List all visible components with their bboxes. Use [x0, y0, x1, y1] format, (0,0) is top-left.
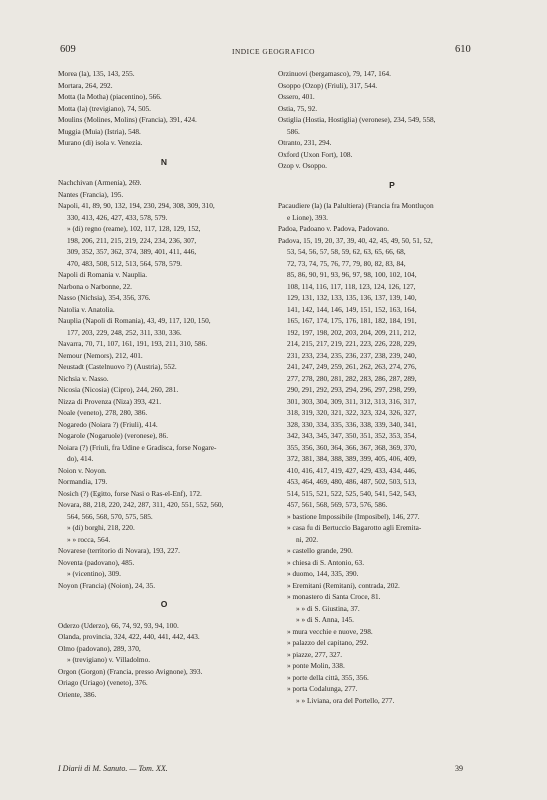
index-entry: Ozop v. Osoppo.	[278, 161, 327, 170]
index-subentry: 231, 233, 234, 235, 236, 237, 238, 239, 240,	[287, 350, 417, 360]
index-entry: Napoli, 41, 89, 90, 132, 194, 230, 294, 308, 309, 310,	[58, 201, 215, 210]
index-entry: Padoa, Padoano v. Padova, Padovano.	[278, 224, 389, 233]
index-subentry: e Lione), 393.	[287, 212, 328, 222]
index-subentry: » casa fu di Bertuccio Bagarotto agli Eremita-	[287, 523, 422, 532]
index-subentry: » (trevigiano) v. Villadolmo.	[67, 655, 151, 664]
index-subentry: 290, 291, 292, 293, 294, 296, 297, 298, 299,	[287, 385, 417, 394]
page-title: INDICE GEOGRAFICO	[231, 47, 316, 56]
index-entry: Nichsia v. Nasso.	[58, 373, 109, 383]
index-entry: Ostiglia (Hostia, Hostiglia) (veronese), 234, 549, 558,	[278, 115, 436, 124]
index-subentry: 108, 114, 116, 117, 118, 123, 124, 126, 127,	[287, 281, 416, 291]
index-subentry: » » rocca, 564.	[67, 534, 111, 544]
index-entry: Nemour (Nemors), 212, 401.	[58, 350, 143, 360]
index-subentry: » mura vecchie e nuove, 298.	[287, 626, 373, 636]
index-subentry: » monastero di Santa Croce, 81.	[287, 592, 381, 601]
index-subentry: 564, 566, 568, 570, 575, 585.	[67, 511, 153, 521]
index-subentry: » porta Codalunga, 277.	[287, 684, 358, 693]
index-entry: Padova, 15, 19, 20, 37, 39, 40, 42, 45, 49, 50, 51, 52,	[278, 235, 433, 245]
index-entry: Orzinuovi (bergamasco), 79, 147, 164.	[278, 69, 391, 78]
index-subentry: 453, 464, 469, 480, 486, 487, 502, 503, 513,	[287, 477, 417, 486]
index-subentry: 192, 197, 198, 202, 203, 204, 209, 211, 212,	[287, 327, 417, 337]
index-entry: Noion v. Noyon.	[58, 465, 107, 475]
index-entry: Novarese (territorio di Novara), 193, 227.	[58, 546, 180, 555]
index-entry: Orgon (Gorgon) (Francia, presso Avignone), 393.	[58, 666, 203, 676]
index-subentry: do), 414.	[67, 454, 94, 463]
index-subentry: 241, 247, 249, 259, 261, 262, 263, 274, 276,	[287, 362, 417, 371]
index-subentry: » bastione Impossibile (Imposibel), 146, 277.	[287, 511, 420, 521]
index-entry: Morea (la), 135, 143, 255.	[58, 69, 135, 78]
index-entry: Nicosia (Nicosia) (Cipro), 244, 260, 281.	[58, 385, 179, 394]
index-subentry: 301, 303, 304, 309, 311, 312, 313, 316, 317,	[287, 396, 417, 406]
index-entry: Motta (la) (trevigiano), 74, 505.	[58, 103, 152, 113]
index-entry: Nantes (Francia), 195.	[58, 189, 124, 199]
index-entry: Nauplia (Napoli di Romania), 43, 49, 117, 120, 150,	[58, 316, 211, 325]
index-entry: Novara, 88, 218, 220, 242, 287, 311, 420, 551, 552, 560,	[58, 500, 224, 509]
index-entry: Osoppo (Ozop) (Friuli), 317, 544.	[278, 80, 378, 90]
index-entry: Otranto, 231, 294.	[278, 138, 332, 147]
index-entry: Oxford (Uxon Fort), 108.	[278, 149, 353, 159]
index-subentry: 177, 203, 229, 248, 252, 311, 330, 336.	[67, 327, 182, 337]
index-subentry: » » di S. Giustina, 37.	[296, 603, 360, 613]
index-entry: Pacaudiere (la) (la Palultiera) (Francia fra Montluçon	[278, 201, 434, 210]
index-entry: Olanda, provincia, 324, 422, 440, 441, 442, 443.	[58, 632, 200, 641]
index-subentry: » castello grande, 290.	[287, 546, 353, 555]
index-subentry: 328, 330, 334, 335, 336, 338, 339, 340, 341,	[287, 419, 417, 429]
index-entry: Nogaredo (Noiara ?) (Friuli), 414.	[58, 419, 158, 429]
index-entry: Mortara, 264, 292.	[58, 80, 113, 90]
index-entry: Olmo (padovano), 289, 370,	[58, 643, 141, 653]
index-entry: Natolia v. Anatolia.	[58, 304, 115, 314]
index-entry: Noale (veneto), 278, 280, 386.	[58, 408, 148, 417]
page-number-left: 609	[60, 44, 76, 55]
section-letter: O	[160, 599, 168, 609]
index-entry: Noyon (Francia) (Noion), 24, 35.	[58, 580, 156, 590]
index-entry: Muggia (Muia) (Istria), 548.	[58, 126, 141, 136]
index-subentry: 318, 319, 320, 321, 322, 323, 324, 326, 327,	[287, 408, 417, 417]
index-entry: Moulins (Molines, Molins) (Francia), 391, 424.	[58, 115, 197, 124]
index-subentry: » (di) borghi, 218, 220.	[67, 523, 135, 532]
index-entry: Nogarole (Nogaruole) (veronese), 86.	[58, 431, 169, 440]
index-subentry: » (di) regno (reame), 102, 117, 128, 129, 152,	[67, 224, 201, 233]
index-subentry: » Eremitani (Remitani), contrada, 202.	[287, 580, 400, 590]
index-entry: Motta (la Motha) (piacentino), 566.	[58, 92, 162, 101]
index-subentry: 355, 356, 360, 364, 366, 367, 368, 369, 370,	[287, 442, 417, 452]
right-column	[278, 68, 506, 706]
index-subentry: 457, 561, 568, 569, 573, 576, 586.	[287, 500, 388, 509]
index-entry: Noiara (?) (Friuli, fra Udine e Gradisca, forse Nogare-	[58, 442, 217, 452]
index-subentry: » » Liviana, ora del Portello, 277.	[296, 695, 395, 705]
index-subentry: 198, 206, 211, 215, 219, 224, 234, 236, 307,	[67, 235, 197, 245]
index-entry: Normandia, 179.	[58, 477, 108, 486]
index-subentry: 586.	[287, 126, 300, 136]
index-entry: Noventa (padovano), 485.	[58, 557, 135, 567]
index-subentry: 129, 131, 132, 133, 135, 136, 137, 139, 140,	[287, 293, 417, 302]
index-entry: Oderzo (Uderzo), 66, 74, 92, 93, 94, 100.	[58, 620, 179, 630]
index-entry: Ossero, 401.	[278, 92, 315, 101]
index-entry: Murano (di) isola v. Venezia.	[58, 138, 143, 147]
index-entry: Narbona o Narbonne, 22.	[58, 281, 132, 291]
index-subentry: » ponte Molin, 338.	[287, 661, 345, 670]
index-subentry: 85, 86, 90, 91, 93, 96, 97, 98, 100, 102, 104,	[287, 270, 417, 279]
index-entry: Oriente, 386.	[58, 689, 97, 699]
footer-signature: 39	[455, 764, 463, 773]
left-column	[58, 68, 270, 700]
index-subentry: 372, 381, 384, 388, 389, 399, 405, 406, 409,	[287, 454, 417, 463]
index-subentry: ni, 202.	[296, 534, 319, 544]
index-subentry: 514, 515, 521, 522, 525, 540, 541, 542, 543,	[287, 488, 417, 498]
index-subentry: » » di S. Anna, 145.	[296, 615, 354, 624]
index-entry: Nachchivan (Armenia), 269.	[58, 178, 142, 187]
index-entry: Neustadt (Castelnuovo ?) (Austria), 552.	[58, 362, 177, 371]
index-subentry: 53, 54, 56, 57, 58, 59, 62, 63, 65, 66, 68,	[287, 247, 406, 256]
index-subentry: 277, 278, 280, 281, 282, 283, 286, 287, 289,	[287, 373, 417, 383]
index-subentry: » duomo, 144, 335, 390.	[287, 569, 359, 578]
index-subentry: » (vicentino), 309.	[67, 569, 121, 578]
index-entry: Napoli di Romania v. Nauplia.	[58, 270, 148, 279]
index-entry: Ostia, 75, 92.	[278, 103, 318, 113]
index-subentry: 141, 142, 144, 146, 149, 151, 152, 163, 164,	[287, 304, 417, 314]
index-subentry: » chiesa di S. Antonio, 63.	[287, 557, 365, 567]
footer-volume: I Diarii di M. Sanuto. — Tom. XX.	[58, 764, 168, 773]
index-entry: Oriago (Uriago) (veneto), 376.	[58, 678, 148, 687]
index-entry: Nasso (Nichsia), 354, 356, 376.	[58, 293, 151, 302]
index-entry: Nosich (?) (Egitto, forse Nasi o Ras-el-Enf), 172.	[58, 488, 202, 498]
index-entry: Nizza di Provenza (Niza) 393, 421.	[58, 396, 162, 406]
index-subentry: » palazzo del capitano, 292.	[287, 638, 369, 647]
index-subentry: » porte della città, 355, 356.	[287, 672, 369, 682]
index-subentry: 410, 416, 417, 419, 427, 429, 433, 434, 446,	[287, 465, 417, 475]
page-number-right: 610	[455, 44, 471, 55]
index-subentry: 72, 73, 74, 75, 76, 77, 79, 80, 82, 83, 84,	[287, 258, 406, 268]
index-subentry: 214, 215, 217, 219, 221, 223, 226, 228, 229,	[287, 339, 417, 348]
index-subentry: 165, 167, 174, 175, 176, 181, 182, 184, 191,	[287, 316, 417, 325]
index-subentry: 330, 413, 426, 427, 433, 578, 579.	[67, 212, 168, 222]
section-letter: P	[389, 179, 395, 190]
index-subentry: » piazze, 277, 327.	[287, 649, 343, 659]
index-subentry: 342, 343, 345, 347, 350, 351, 352, 353, 354,	[287, 431, 417, 440]
section-letter: N	[160, 156, 168, 167]
index-subentry: 470, 483, 508, 512, 513, 564, 578, 579.	[67, 258, 182, 268]
index-subentry: 309, 352, 357, 362, 374, 389, 401, 411, 446,	[67, 247, 197, 256]
index-entry: Navarra, 70, 71, 107, 161, 191, 193, 211, 310, 586.	[58, 339, 208, 348]
